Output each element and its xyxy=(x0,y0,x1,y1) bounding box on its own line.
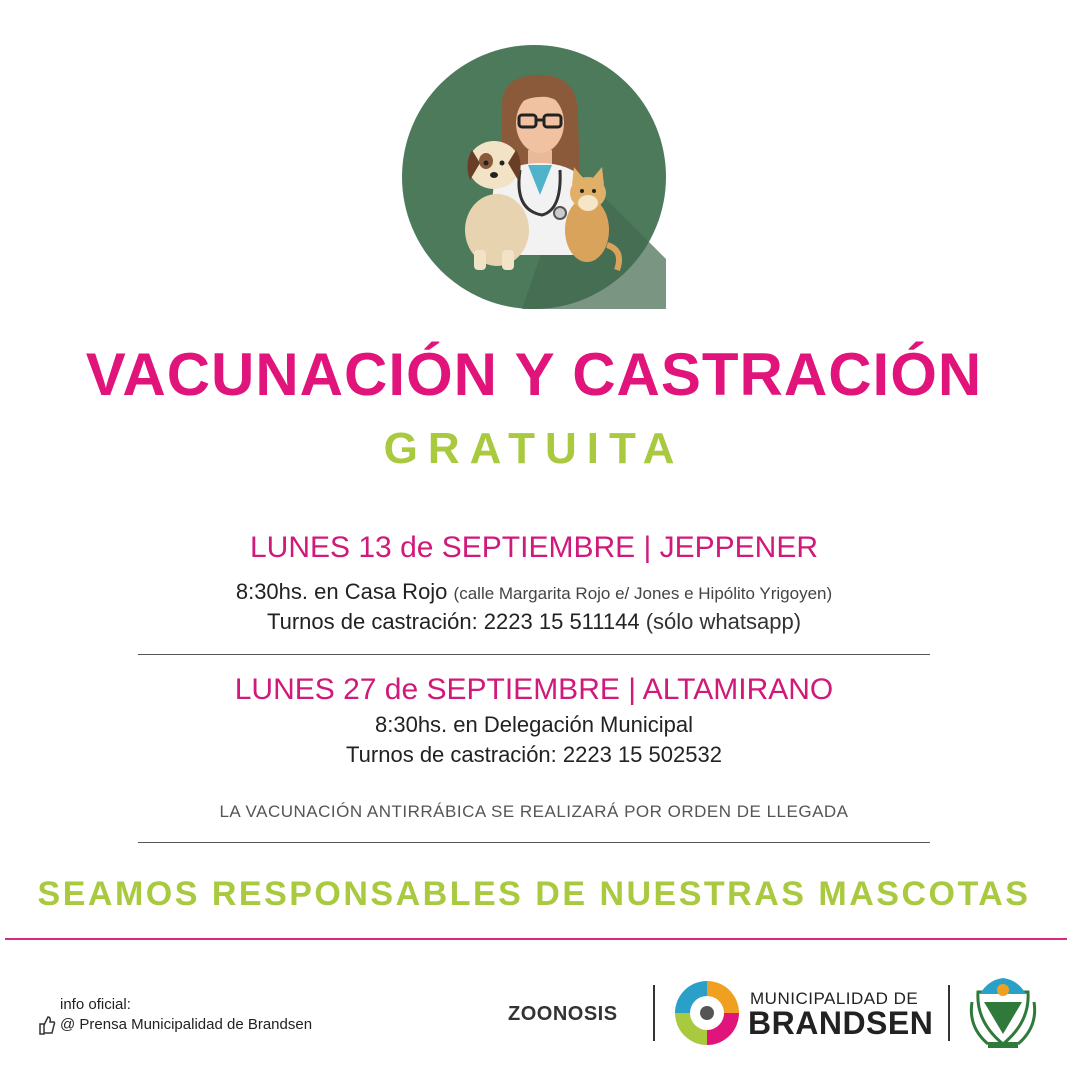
event-1-place xyxy=(0,577,1068,609)
veterinarian-illustration xyxy=(402,45,666,309)
info-label: info oficial: xyxy=(60,996,131,1013)
event-1-turnos-note: (sólo whatsapp) xyxy=(645,609,802,634)
event-2-place: 8:30hs. en Delegación Municipal xyxy=(375,712,693,737)
divider xyxy=(5,938,1067,940)
info-oficial xyxy=(60,995,312,1035)
page-subtitle: GRATUITA xyxy=(383,424,685,473)
dog-icon xyxy=(465,141,529,270)
event-2-heading: LUNES 27 de SEPTIEMBRE | ALTAMIRANO xyxy=(234,673,834,706)
event-1-turnos xyxy=(0,607,1068,637)
municipality-line1: MUNICIPALIDAD DE xyxy=(750,989,919,1008)
footer-separator xyxy=(948,985,950,1041)
event-1-turnos-main: Turnos de castración: 2223 15 511144 xyxy=(266,609,640,634)
municipal-logo-icon xyxy=(672,978,742,1048)
municipality-line2: BRANDSEN xyxy=(748,1005,934,1041)
event-2-turnos: Turnos de castración: 2223 15 502532 xyxy=(346,742,722,767)
info-handle: @ Prensa Municipalidad de Brandsen xyxy=(60,1016,313,1033)
notice-text: LA VACUNACIÓN ANTIRRÁBICA SE REALIZARÁ POR ORDEN DE LLEGADA xyxy=(219,802,849,821)
event-1-place-main: 8:30hs. en Casa Rojo xyxy=(235,579,448,604)
divider xyxy=(138,842,930,843)
facebook-like-icon xyxy=(36,1012,56,1036)
divider xyxy=(138,654,930,655)
event-1-heading: LUNES 13 de SEPTIEMBRE | JEPPENER xyxy=(250,531,818,564)
footer-separator xyxy=(653,985,655,1041)
event-1-place-detail: (calle Margarita Rojo e/ Jones e Hipólito Yrigoyen) xyxy=(453,584,833,603)
crest-icon xyxy=(968,972,1038,1052)
page-title: VACUNACIÓN Y CASTRACIÓN xyxy=(85,341,983,408)
slogan: SEAMOS RESPONSABLES DE NUESTRAS MASCOTAS xyxy=(37,875,1031,913)
zoonosis-label: ZOONOSIS xyxy=(508,1003,618,1025)
